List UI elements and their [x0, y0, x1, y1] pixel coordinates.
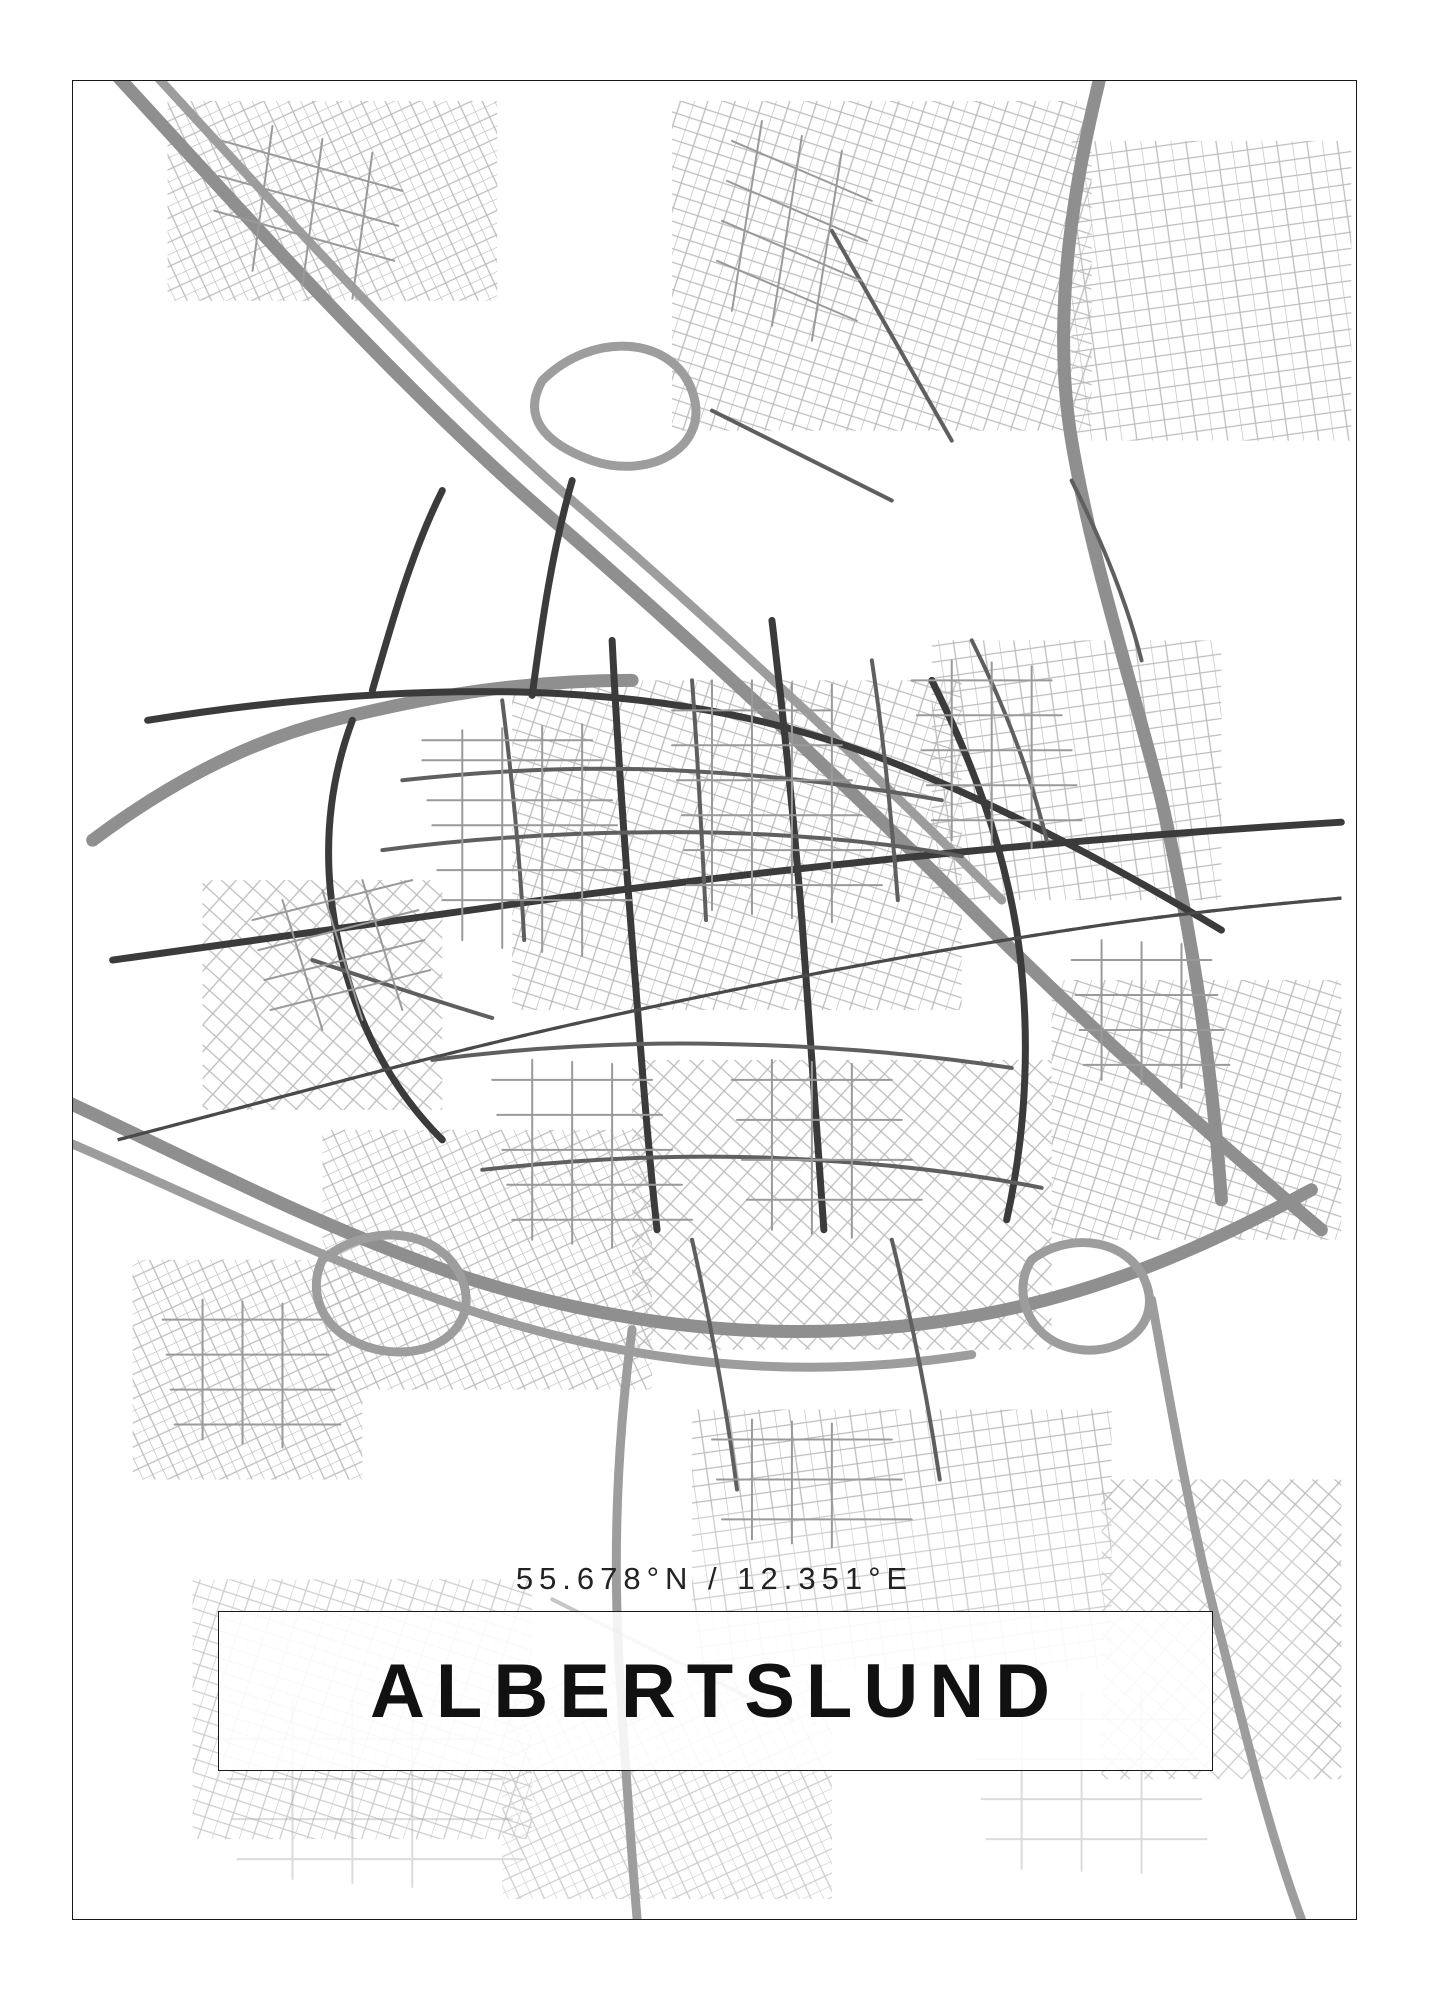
coordinates-label: 55.678°N / 12.351°E: [515, 1561, 914, 1596]
title-box: [218, 1611, 1213, 1771]
poster-frame: [72, 80, 1357, 1920]
page-title: ALBERTSLUND: [370, 1648, 1061, 1734]
